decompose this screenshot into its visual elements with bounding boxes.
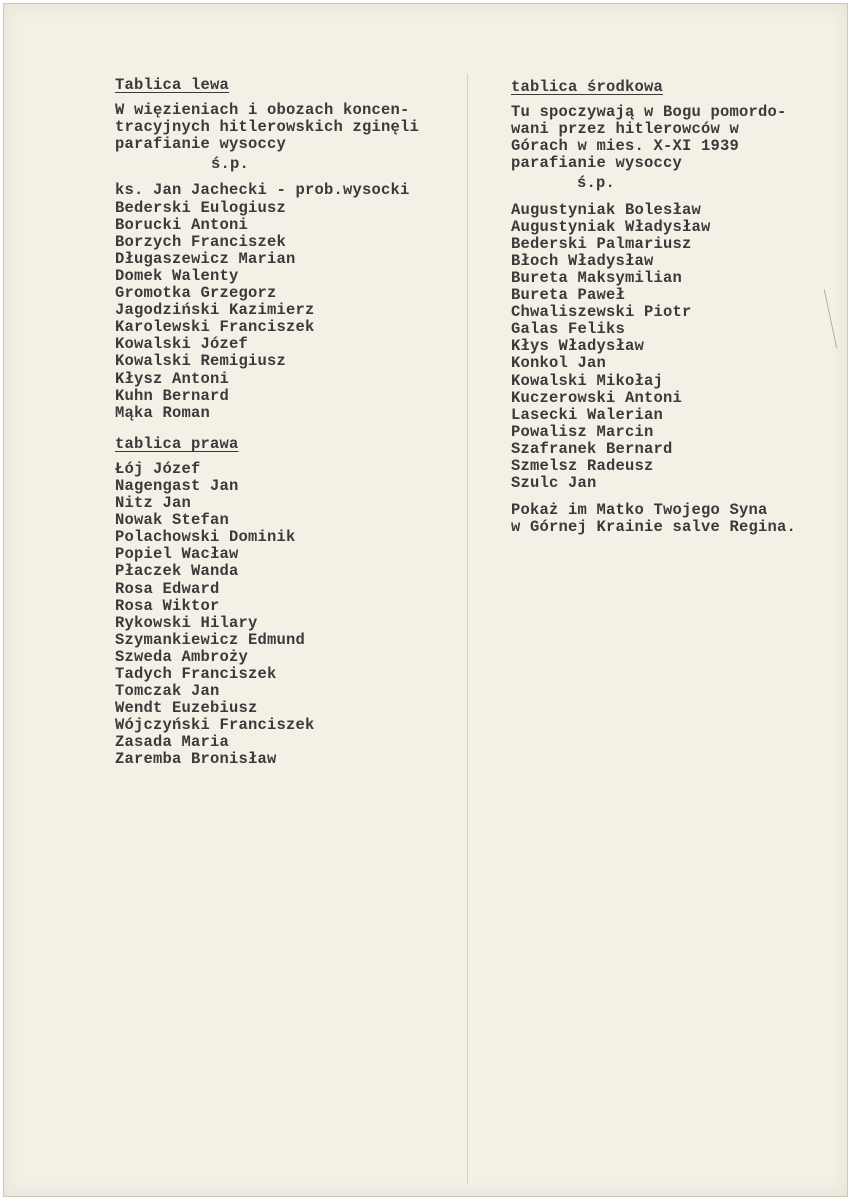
name-entry: Augustyniak Władysław — [511, 217, 711, 236]
page-fold-line — [467, 74, 468, 1184]
name-entry: Nagengast Jan — [115, 476, 239, 495]
name-entry: Kłys Władysław — [511, 337, 645, 356]
name-entry: Długaszewicz Marian — [115, 249, 296, 268]
name-entry: Łój Józef — [115, 459, 201, 478]
name-entry: Bederski Eulogiusz — [115, 198, 287, 217]
left-column — [115, 77, 465, 769]
name-entry: Kowalski Mikołaj — [511, 371, 664, 390]
name-entry: Augustyniak Bolesław — [511, 200, 702, 219]
middle-names-list — [511, 202, 831, 493]
left-table-intro: W więzieniach i obozach koncen- tracyjnych hitlerowskich zginęli parafianie wysoccy — [115, 101, 420, 154]
left-table-heading: Tablica lewa — [115, 76, 230, 94]
name-entry: Płaczek Wanda — [115, 562, 239, 581]
name-entry: Lasecki Walerian — [511, 405, 664, 424]
left-names-list — [115, 182, 465, 421]
name-entry: Jagodziński Kazimierz — [115, 301, 315, 320]
right-table-names-list — [115, 461, 465, 769]
name-entry: Kłysz Antoni — [115, 369, 230, 388]
name-entry: Szafranek Bernard — [511, 439, 673, 458]
name-entry: Szulc Jan — [511, 474, 597, 493]
name-entry: Kowalski Józef — [115, 335, 249, 354]
name-entry: Chwaliszewski Piotr — [511, 303, 692, 322]
name-entry: Bureta Paweł — [511, 286, 626, 305]
name-entry: Bureta Maksymilian — [511, 268, 683, 287]
name-entry: Nitz Jan — [115, 494, 192, 513]
name-entry: Konkol Jan — [511, 354, 607, 373]
closing-prayer: Pokaż im Matko Twojego Syna w Górnej Krainie salve Regina. — [511, 501, 797, 537]
name-entry: Rykowski Hilary — [115, 613, 258, 632]
name-entry: Borzych Franciszek — [115, 232, 287, 251]
name-entry: Zaremba Bronisław — [115, 750, 277, 769]
right-column — [511, 79, 831, 536]
name-entry: Szmelsz Radeusz — [511, 456, 654, 475]
name-entry: Błoch Władysław — [511, 251, 654, 270]
name-entry: Kuczerowski Antoni — [511, 388, 683, 407]
name-entry: Powalisz Marcin — [511, 422, 654, 441]
name-entry: Szweda Ambroży — [115, 647, 249, 666]
name-entry: Polachowski Dominik — [115, 528, 296, 547]
name-entry: Rosa Wiktor — [115, 596, 220, 615]
name-entry: Kowalski Remigiusz — [115, 352, 287, 371]
name-entry: Wójczyński Franciszek — [115, 716, 315, 735]
name-entry: Bederski Palmariusz — [511, 234, 692, 253]
name-entry: Tadych Franciszek — [115, 665, 277, 683]
middle-sp-label: ś.p. — [577, 174, 616, 193]
name-entry: Mąka Roman — [115, 403, 211, 422]
name-entry: Galas Feliks — [511, 320, 626, 339]
name-entry: Popiel Wacław — [115, 545, 239, 564]
name-entry: Zasada Maria — [115, 733, 230, 752]
right-table-heading: tablica prawa — [115, 434, 239, 453]
name-entry: Gromotka Grzegorz — [115, 284, 277, 303]
name-entry: Szymankiewicz Edmund — [115, 630, 306, 649]
name-entry: Nowak Stefan — [115, 511, 230, 530]
middle-table-intro: Tu spoczywają w Bogu pomordo- wani przez hitlerowców w Górach w mies. X-XI 1939 parafianie wysoccy — [511, 103, 787, 173]
left-sp-label: ś.p. — [211, 155, 250, 174]
name-entry: Borucki Antoni — [115, 215, 249, 234]
name-entry: Domek Walenty — [115, 266, 239, 285]
name-entry: ks. Jan Jachecki - prob.wysocki — [115, 181, 410, 200]
name-entry: Tomczak Jan — [115, 682, 220, 701]
paper-sheet — [3, 3, 848, 1197]
name-entry: Karolewski Franciszek — [115, 318, 315, 337]
name-entry: Rosa Edward — [115, 579, 220, 598]
name-entry: Kuhn Bernard — [115, 386, 230, 405]
name-entry: Wendt Euzebiusz — [115, 699, 258, 718]
middle-table-heading: tablica środkowa — [511, 78, 664, 96]
